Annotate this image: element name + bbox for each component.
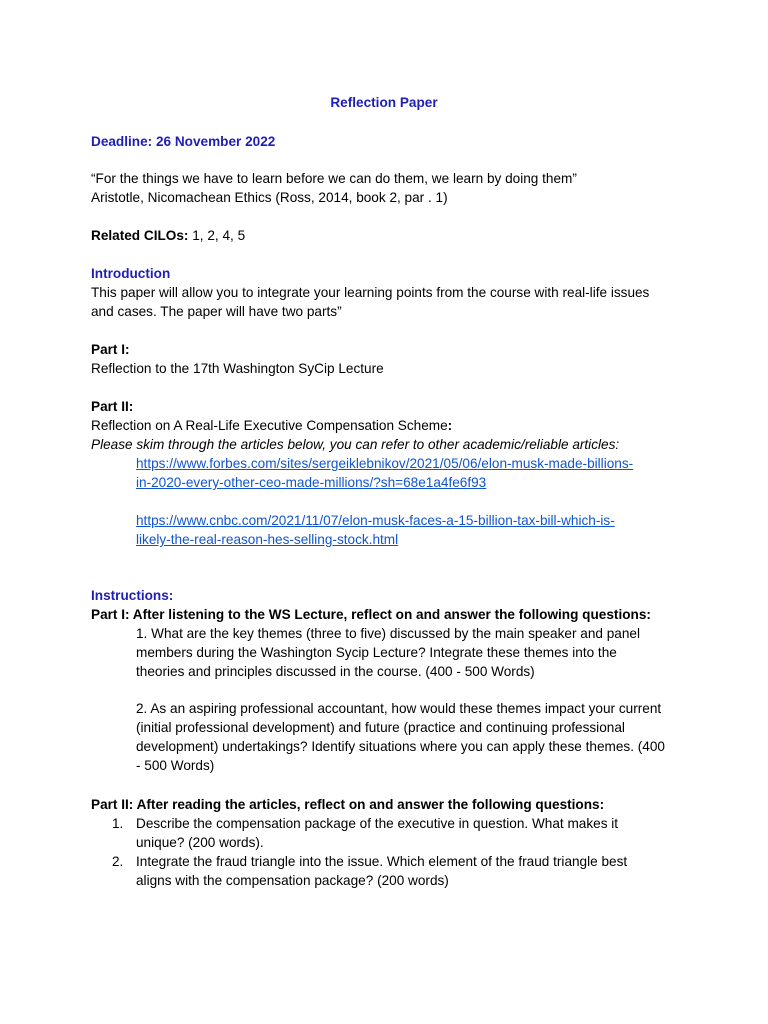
part2-question-2-line-2: aligns with the compensation package? (200 words): [136, 873, 449, 888]
page-title: Reflection Paper: [330, 95, 438, 110]
question-1-line-1: 1. What are the key themes (three to five) discussed by the main speaker and panel: [136, 626, 640, 641]
part1-heading: Part I:: [91, 342, 130, 357]
cnbc-link-line-2[interactable]: likely-the-real-reason-hes-selling-stock.html: [136, 532, 399, 547]
cilos-value: 1, 2, 4, 5: [188, 228, 246, 243]
part2-note: Please skim through the articles below, you can refer to other academic/reliable articles:: [91, 437, 620, 452]
part2-text: [91, 416, 452, 435]
cnbc-link-line-1[interactable]: https://www.cnbc.com/2021/11/07/elon-musk-faces-a-15-billion-tax-bill-which-is-: [136, 513, 615, 528]
part2-question-2-number: 2.: [112, 854, 124, 869]
introduction-heading: Introduction: [91, 266, 171, 281]
question-1-line-2: members during the Washington Sycip Lecture? Integrate these themes into the: [136, 645, 617, 660]
question-1-line-3: theories and principles discussed in the course. (400 - 500 Words): [136, 664, 535, 679]
introduction-line-1: This paper will allow you to integrate your learning points from the course with real-life issues: [91, 285, 650, 300]
related-cilos: [91, 226, 245, 245]
question-2-line-4: - 500 Words): [136, 758, 215, 773]
quote-line: “For the things we have to learn before we can do them, we learn by doing them”: [91, 171, 577, 186]
question-2-line-2: (initial professional development) and future (practice and continuing professional: [136, 720, 625, 735]
instructions-part2-heading: Part II: After reading the articles, reflect on and answer the following questions:: [91, 797, 605, 812]
question-2-line-1: 2. As an aspiring professional accountant, how would these themes impact your current: [136, 701, 662, 716]
instructions-heading: Instructions:: [91, 588, 174, 603]
question-2-line-3: development) undertakings? Identify situations where you can apply these themes. (400: [136, 739, 665, 754]
part2-heading: Part II:: [91, 399, 134, 414]
introduction-line-2: and cases. The paper will have two parts”: [91, 304, 342, 319]
part1-text: Reflection to the 17th Washington SyCip Lecture: [91, 361, 384, 376]
part2-question-1-line-2: unique? (200 words).: [136, 835, 264, 850]
part2-text-main: Reflection on A Real-Life Executive Compensation Scheme: [91, 418, 448, 433]
deadline: Deadline: 26 November 2022: [91, 134, 276, 149]
cilos-label: Related CILOs:: [91, 228, 189, 243]
part2-text-colon: :: [447, 418, 453, 433]
instructions-part1-heading: Part I: After listening to the WS Lecture, reflect on and answer the following questions:: [91, 607, 651, 622]
forbes-link-line-2[interactable]: in-2020-every-other-ceo-made-millions/?sh=68e1a4fe6f93: [136, 475, 487, 490]
part2-question-1-line-1: Describe the compensation package of the executive in question. What makes it: [136, 816, 619, 831]
part2-question-1-number: 1.: [112, 816, 124, 831]
quote-source: Aristotle, Nicomachean Ethics (Ross, 2014, book 2, par . 1): [91, 190, 448, 205]
part2-question-2-line-1: Integrate the fraud triangle into the issue. Which element of the fraud triangle best: [136, 854, 628, 869]
forbes-link-line-1[interactable]: https://www.forbes.com/sites/sergeiklebnikov/2021/05/06/elon-musk-made-billions-: [136, 456, 634, 471]
